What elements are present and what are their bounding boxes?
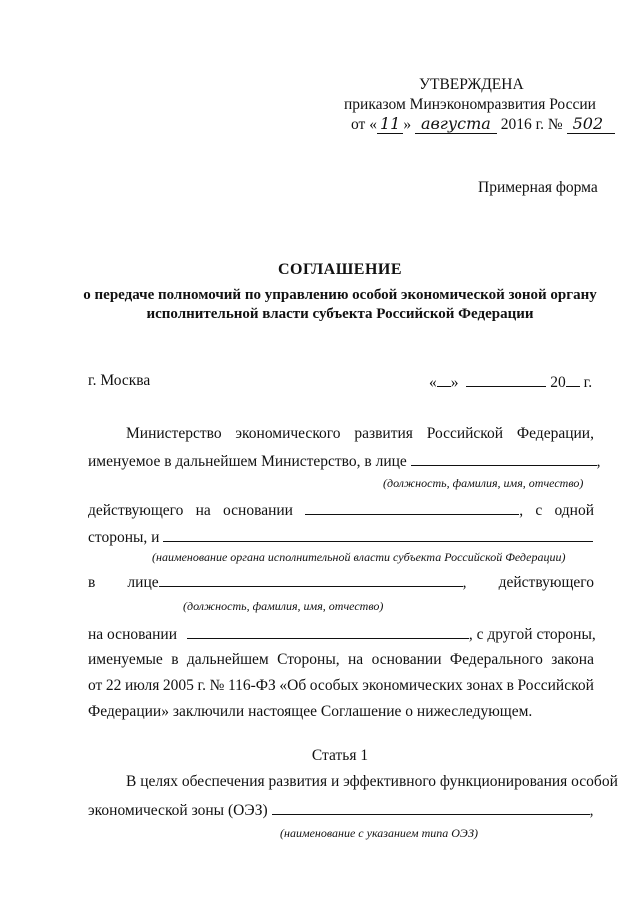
comma: ,: [462, 574, 467, 591]
sez-name-blank: [272, 800, 590, 815]
form-type: Примерная форма: [478, 179, 598, 196]
approval-month: августа: [415, 114, 497, 134]
word: 22: [105, 677, 122, 694]
date-close-quote: »: [450, 374, 459, 391]
word: лице: [127, 574, 159, 591]
word: особых: [309, 677, 359, 694]
person-group: [127, 572, 466, 592]
date-suffix: г.: [583, 374, 593, 391]
approval-day: 11: [377, 114, 403, 134]
date-day-blank: [437, 372, 451, 387]
word: Министерство: [126, 425, 222, 442]
basis-blank-group: [305, 500, 523, 520]
approval-quote: »: [403, 116, 412, 133]
comma: ,: [596, 453, 601, 470]
word: основании: [371, 651, 442, 668]
word: одной: [554, 502, 594, 519]
document-subtitle-1: о передаче полномочий по управлению особой экономической зоной органу: [83, 287, 597, 303]
word: 2005: [162, 677, 194, 694]
approval-year: 2016 г. №: [500, 116, 563, 133]
person-blank: [159, 572, 463, 587]
word: экономического: [235, 425, 341, 442]
approval-from: от «: [351, 116, 377, 133]
basis-blank-2: [187, 624, 469, 639]
para1-line3: [88, 500, 594, 520]
approval-date-number: [351, 114, 615, 134]
word: развития: [354, 425, 413, 442]
date-year-prefix: 20: [550, 374, 566, 391]
comma: ,: [519, 502, 524, 519]
para1-line2: [88, 451, 601, 471]
para1-line5: [88, 572, 594, 592]
word: экономических: [362, 677, 463, 694]
document-subtitle-2: исполнительной власти субъекта Российской Федерации: [146, 306, 534, 322]
word: от: [88, 677, 103, 694]
date-open-quote: «: [429, 374, 437, 391]
word: в: [88, 574, 96, 591]
word: Стороны,: [277, 651, 340, 668]
para1-line2-text: именуемое в дальнейшем Министерство, в лице: [88, 453, 407, 470]
para1-line9: Федерации» заключили настоящее Соглашение о нижеследующем.: [88, 703, 533, 720]
article1-line1: В целях обеспечения развития и эффективного функционирования особой: [126, 773, 618, 790]
approval-order: приказом Минэкономразвития России: [344, 96, 596, 113]
word: именуемые: [88, 651, 163, 668]
document-title: СОГЛАШЕНИЕ: [277, 261, 403, 278]
comma: ,: [589, 802, 594, 819]
word: Российской: [426, 425, 504, 442]
contract-date: [429, 372, 592, 392]
word: зонах: [466, 677, 504, 694]
word: в: [171, 651, 179, 668]
para1-line6a: на основании: [88, 626, 177, 643]
basis-blank: [305, 500, 519, 515]
word: действующего: [498, 574, 594, 591]
word: Российской: [517, 677, 594, 694]
caption-sez-name: (наименование с указанием типа ОЭЗ): [280, 826, 479, 840]
para1-line1: [126, 425, 594, 443]
place: г. Москва: [88, 372, 151, 389]
word: на: [195, 502, 211, 519]
word: «Об: [279, 677, 307, 694]
word: Федерального: [449, 651, 543, 668]
article1-heading: Статья 1: [311, 747, 369, 764]
approval-approved: УТВЕРЖДЕНА: [419, 76, 524, 93]
para1-line6: [88, 624, 596, 644]
date-month-blank: [466, 372, 546, 387]
authority-blank: [163, 527, 593, 542]
caption-authority: (наименование органа исполнительной власти субъекта Российской Федерации): [152, 550, 566, 564]
word: июля: [124, 677, 160, 694]
representative-blank: [411, 451, 597, 466]
word: закона: [551, 651, 594, 668]
word: действующего: [88, 502, 184, 519]
para1-line4: [88, 527, 593, 547]
word: основании: [223, 502, 293, 519]
date-year-blank: [566, 372, 580, 387]
word: Федерации,: [516, 425, 594, 442]
word: на: [348, 651, 364, 668]
caption-position-name-2: (должность, фамилия, имя, отчество): [183, 599, 384, 613]
caption-position-name-1: (должность, фамилия, имя, отчество): [383, 476, 584, 490]
para1-line7: [88, 651, 594, 669]
word: 116-ФЗ: [227, 677, 276, 694]
article1-line2: [88, 800, 593, 820]
para1-line8: [88, 677, 594, 695]
word: с: [535, 502, 543, 519]
word: дальнейшем: [186, 651, 269, 668]
para1-line4-text: стороны, и: [88, 529, 160, 546]
word: г.: [197, 677, 206, 694]
word: №: [209, 677, 225, 694]
word: в: [506, 677, 514, 694]
article1-line2-text: экономической зоны (ОЭЗ): [88, 802, 268, 819]
approval-number: 502: [567, 114, 616, 134]
para1-line6b: , с другой стороны,: [468, 626, 596, 643]
